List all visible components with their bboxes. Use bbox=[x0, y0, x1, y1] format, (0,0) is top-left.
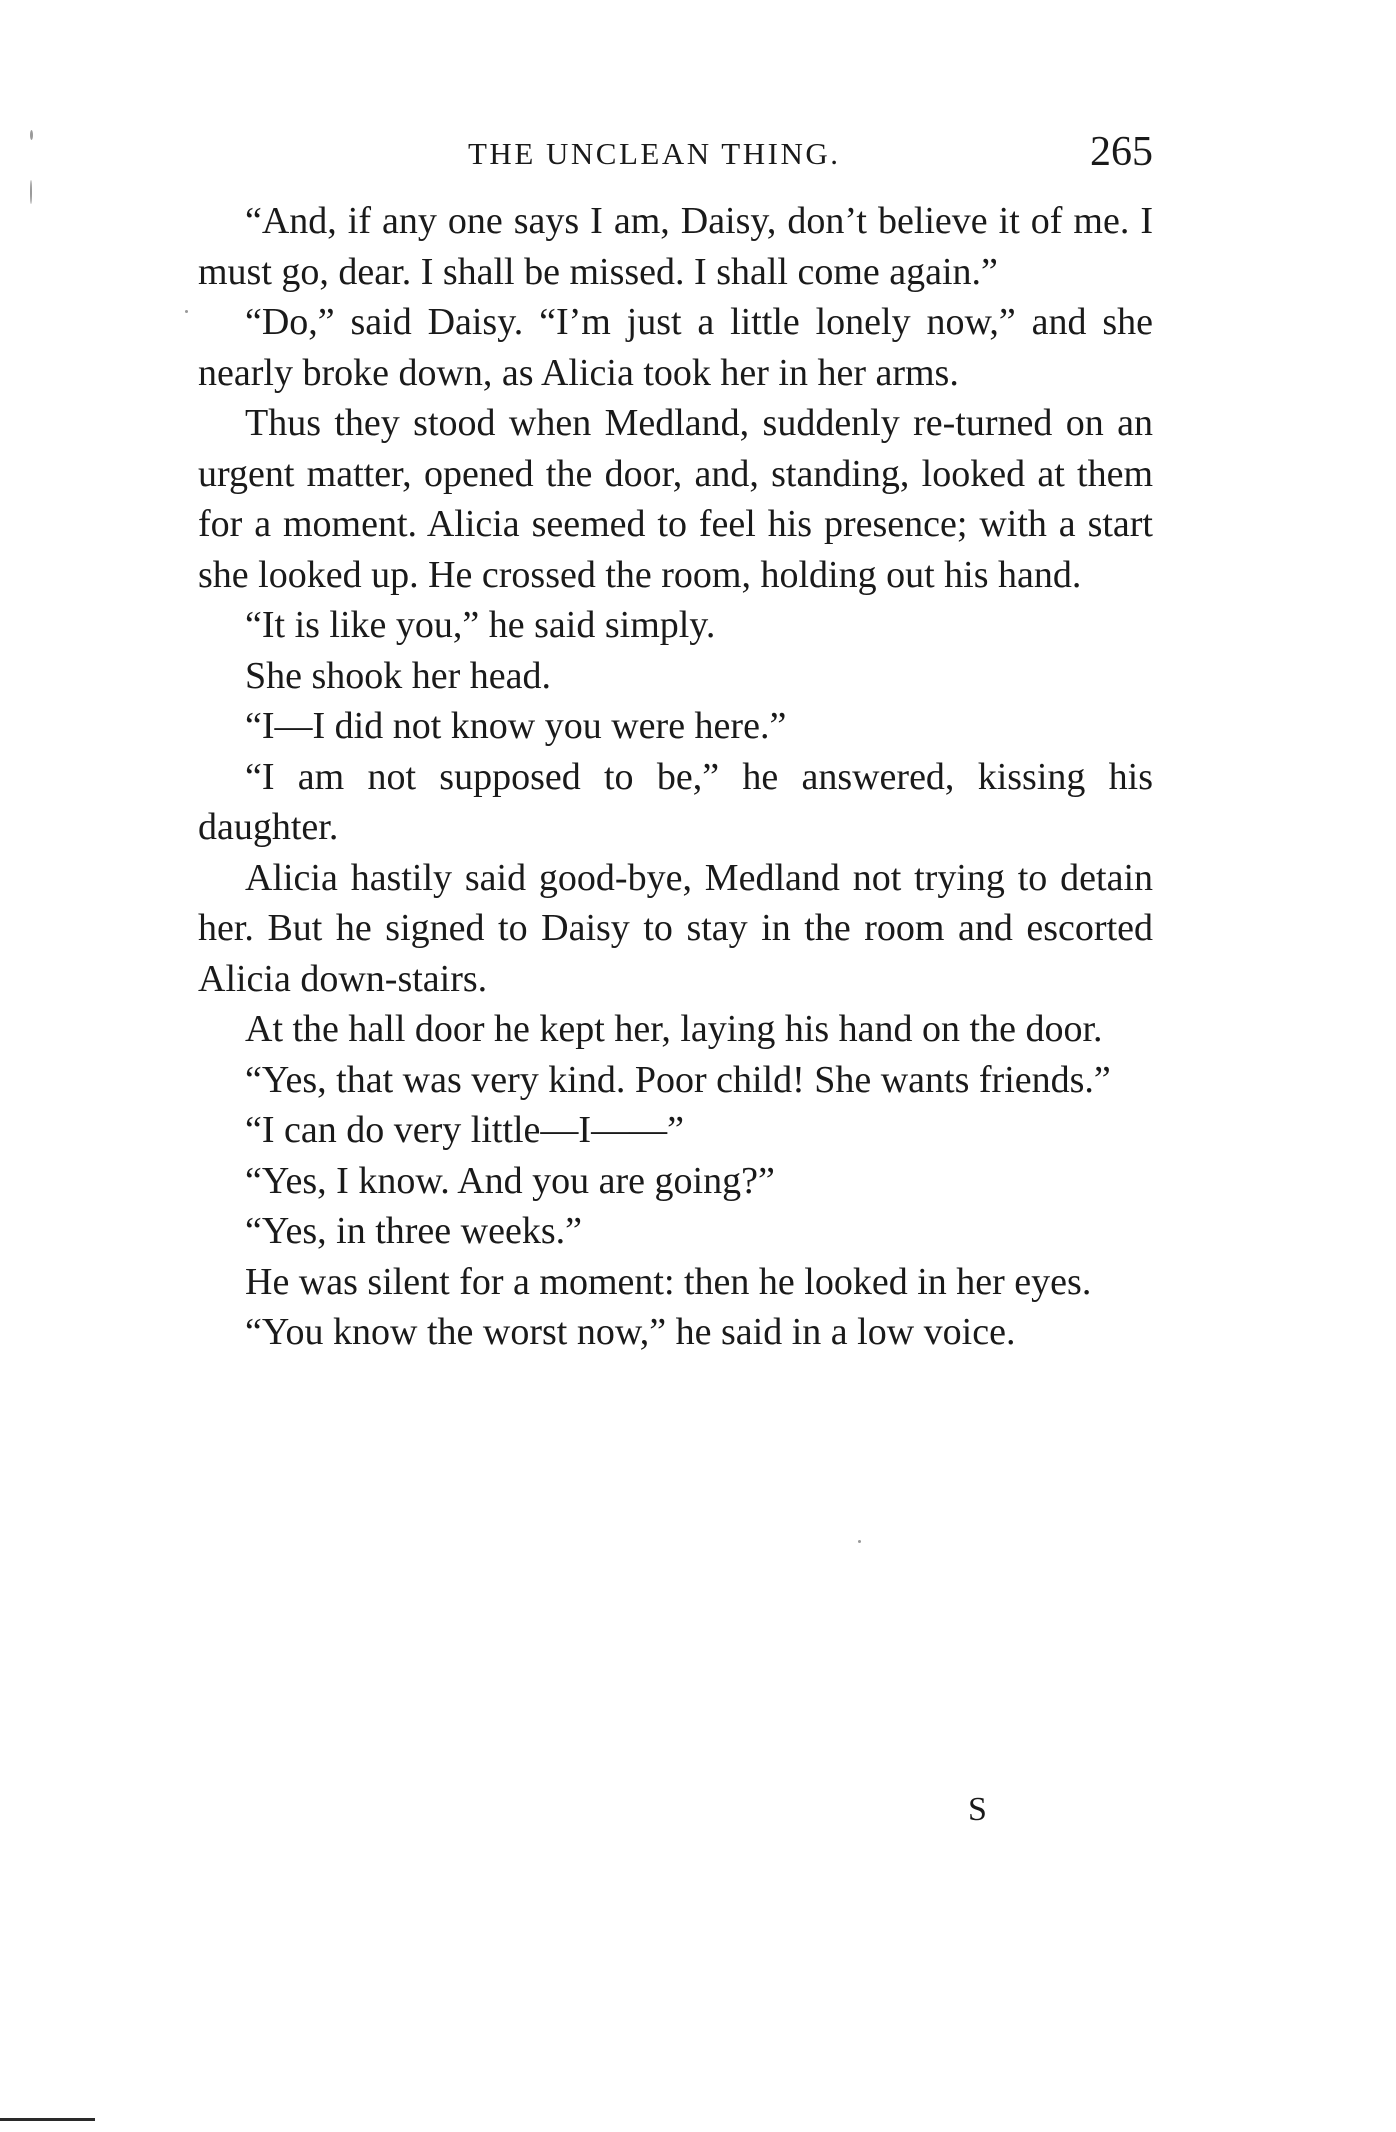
page-header bbox=[198, 130, 1153, 190]
paragraph: Thus they stood when Medland, suddenly re-turned on an urgent matter, opened the door, and, standing, looked at them for a moment. Alicia seemed to feel his presence; with a start she looked up. He crossed the room, holding out his hand. bbox=[198, 402, 1153, 596]
paragraph: “You know the worst now,” he said in a low voice. bbox=[245, 1311, 1016, 1353]
paragraph: “Do,” said Daisy. “I’m just a little lonely now,” and she nearly broke down, as Alicia took her in her arms. bbox=[198, 301, 1153, 394]
paragraph: “Yes, I know. And you are going?” bbox=[245, 1159, 775, 1202]
paragraph: “Yes, in three weeks.” bbox=[245, 1210, 582, 1252]
paper-speck bbox=[30, 130, 33, 140]
paper-speck bbox=[858, 1540, 861, 1543]
paragraph: He was silent for a moment: then he looked in her eyes. bbox=[245, 1260, 1092, 1303]
page-edge-mark bbox=[0, 2118, 95, 2121]
paragraph: “I am not supposed to be,” he answered, kissing his daughter. bbox=[198, 755, 1153, 848]
paragraph: At the hall door he kept her, laying his hand on the door. bbox=[245, 1008, 1103, 1050]
paper-speck bbox=[185, 310, 188, 313]
running-title: THE UNCLEAN THING. bbox=[468, 136, 841, 171]
paragraph: She shook her head. bbox=[245, 654, 552, 697]
paragraph: “It is like you,” he said simply. bbox=[245, 604, 716, 646]
paragraph: “Yes, that was very kind. Poor child! She wants friends.” bbox=[245, 1058, 1111, 1101]
paragraph: “I—I did not know you were here.” bbox=[245, 705, 787, 747]
signature-mark: S bbox=[968, 1791, 987, 1828]
paragraph: Alicia hastily said good-bye, Medland not trying to detain her. But he signed to Daisy to stay in the room and escorted Alicia down-stairs. bbox=[198, 856, 1153, 1000]
body-text bbox=[198, 196, 1153, 1358]
paragraph: “I can do very little—I——” bbox=[245, 1109, 684, 1151]
page-number: 265 bbox=[1090, 129, 1153, 175]
paragraph: “And, if any one says I am, Daisy, don’t believe it of me. I must go, dear. I shall be missed. I shall come again.” bbox=[198, 200, 1153, 293]
paper-speck bbox=[30, 180, 32, 204]
